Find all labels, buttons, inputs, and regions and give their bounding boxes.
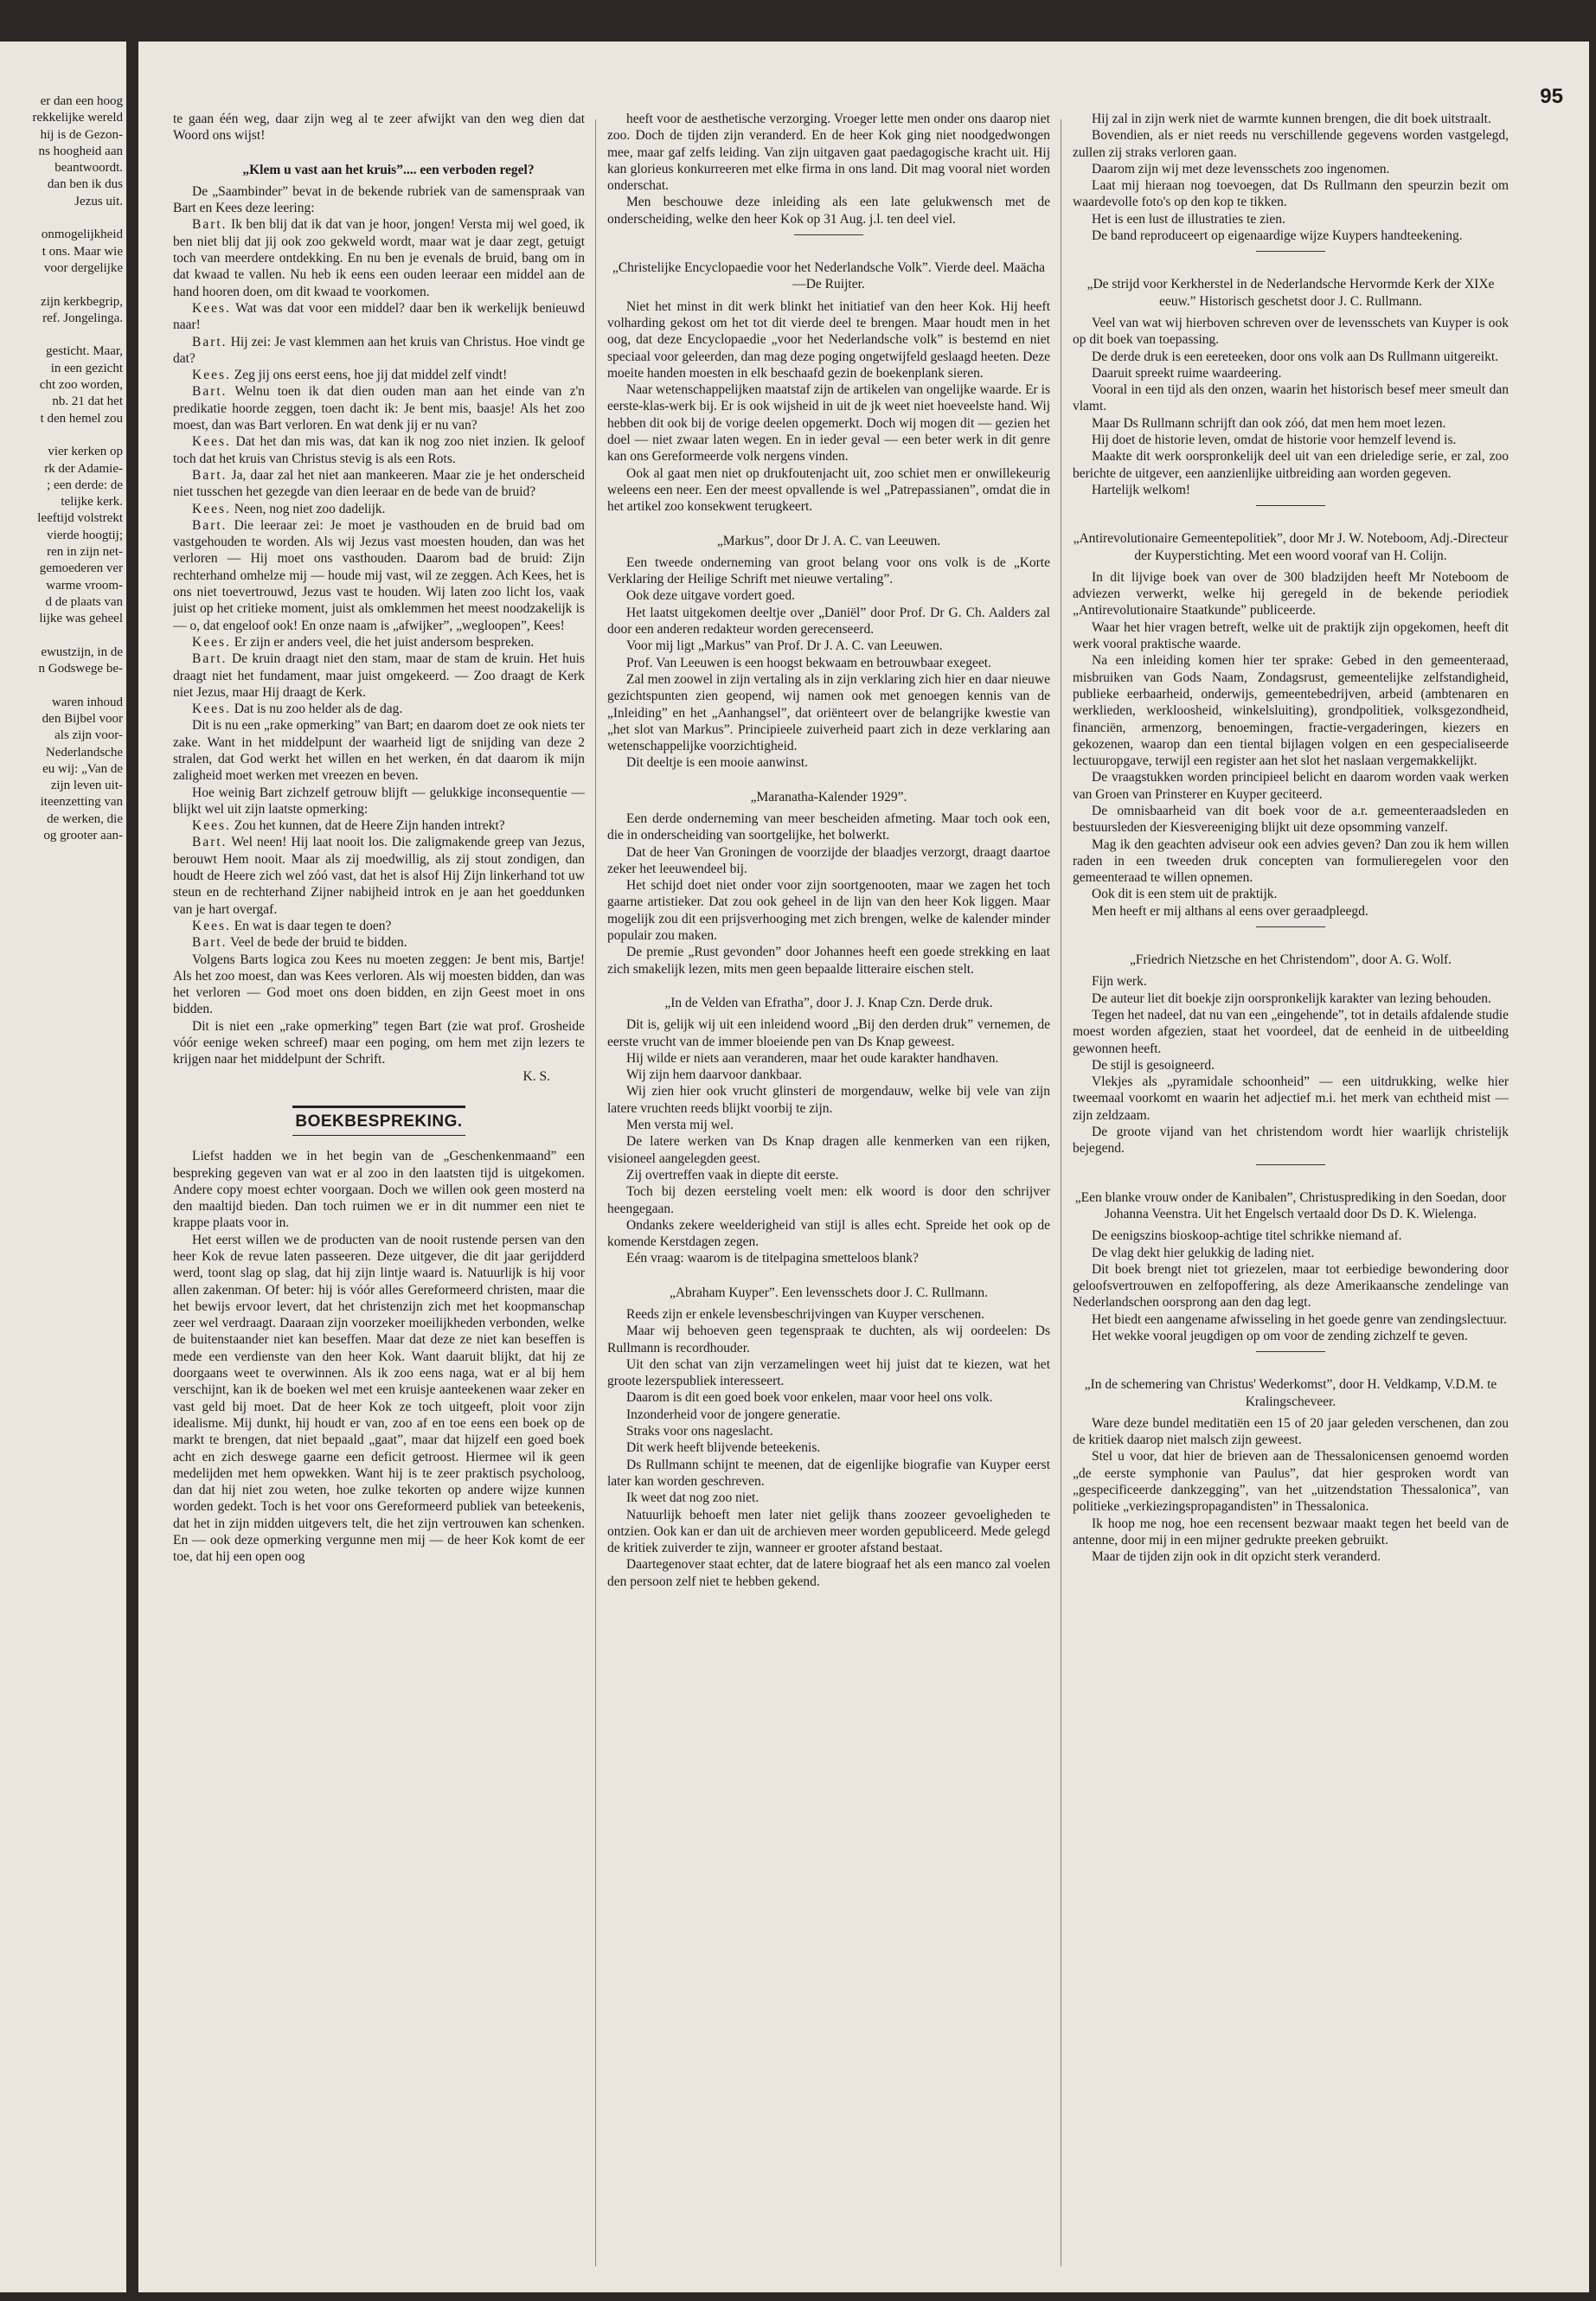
separator-rule (794, 234, 863, 235)
paragraph: Wij zijn hem daarvoor dankbaar. (626, 1067, 802, 1083)
paragraph: Straks voor ons nageslacht. (626, 1424, 773, 1439)
previous-page-line: warme vroom- (46, 578, 123, 593)
paragraph: Dit deeltje is een mooie aanwinst. (626, 755, 809, 771)
paragraph: De premie „Rust gevonden” door Johannes heeft een goede strekking en laat zich smakelijk lezen, mits men geen bepaalde litteraire eischen stelt. (607, 945, 1050, 977)
speaker-name: Bart. (192, 651, 228, 667)
paragraph: Prof. Van Leeuwen is een hoogst bekwaam en betrouwbaar exegeet. (626, 655, 991, 670)
paragraph: Men versta mij wel. (626, 1118, 734, 1133)
dialogue-line: Bart. Hij zei: Je vast klemmen aan het kruis van Christus. Hoe vindt ge dat? (173, 334, 585, 366)
previous-page-line: iteenzetting van (40, 795, 123, 810)
previous-page-line: og grooter aan- (43, 829, 123, 843)
paragraph: Mag ik den geachten adviseur ook een advies geven? Dan zou ik hem willen raden in een tweeden druk concepten van formulieregelen voor den gemeenteraad te willen opnemen. (1073, 836, 1509, 886)
previous-page-line: vierde hoogtij; (47, 528, 123, 542)
previous-page-line (0, 628, 123, 644)
paragraph: Het laatst uitgekomen deeltje over „Daniël” door Prof. Dr G. Ch. Aalders zal door een anderen redakteur worden gerecenseerd. (607, 605, 1050, 638)
paragraph: Men heeft er mij althans al eens over geraadpleegd. (1092, 903, 1368, 919)
previous-page-line: hij is de Gezon- (40, 127, 123, 142)
dialogue-line: Kees. Zou het kunnen, dat de Heere Zijn handen intrekt? (192, 818, 505, 834)
previous-page-line: rekkelijke wereld (32, 111, 123, 125)
review-title: „Friedrich Nietzsche en het Christendom”, door A. G. Wolf. (1129, 952, 1452, 968)
previous-page-line: waren inhoud (51, 695, 123, 709)
paragraph: Het eerst willen we de producten van de nooit rustende persen van den heer Kok de revue laten passeeren. Deze uitgever, die dit jaar gerijdderd werd, toont slag op slag, dat hij zijn lintje waard is. Natuurlijk is hij voor allen zakenman. Of beter: hij is vóór alles Gereformeerd christen, maar die het bewijs ervoor levert, dat het christenzijn zich met het koopmanschap zeer wel verdraagt. Daaraan zijn voorzeker moeilijkheden verbonden, welke de buitenstaander niet kan beseffen. Maar dat deze ze niet kan beseffen is mede een verdienste van den heer Kok. Want daaruit blijkt, dat hij ze doorgaans weet te overwinnen. Als ik zoo eens naga, wat er al bij hem verschijnt, kan ik de boeken wel met een kruisje aanteekenen waar zeker en vast geld bij moet. Dat de heer Kok ze toch uitgeeft, ploit voor zijn idealisme. Mij dunkt, hij houdt er van, zoo af en toe eens een boek op de markt te brengen, dat niet bepaald „gaat”, maar dat hijzelf een goed boek acht en zich deswege gaarne een deficit getroost. Hiermee wil ik geen medelijden met hem opwekken. Want hij is te zeer praktisch psycholoog, dan dat hij niet zou weten, hoe zulke tekorten op andere wijze kunnen worden gedekt. Toch is het voor ons Gereformeerd publiek van beteekenis, dat het in zijn midden uitgevers telt, die het zijn vertrouwen kan schenken. En — ook deze opmerking vergunne men mij — de heer Kok komt de eer toe, dat hij een open oog (173, 1232, 585, 1565)
paragraph: Hoe weinig Bart zichzelf getrouw blijft — gelukkige inconsequentie — blijkt wel uit zijn laatste opmerking: (173, 785, 585, 817)
previous-page-line: zijn leven uit- (50, 779, 123, 793)
speaker-name: Kees. (192, 368, 231, 383)
paragraph: Voor mij ligt „Markus” van Prof. Dr J. A. C. van Leeuwen. (626, 638, 943, 654)
previous-page-line: Nederlandsche (45, 745, 123, 760)
paragraph: Het schijd doet niet onder voor zijn soortgenooten, maar we zagen het toch gaarne artistieker. Dat zou ook geheel in de lijn van den heer Kok liggen. Maar mogelijk zou dit een prijsverhooging met zich brengen, welke de kalender minder populair zou maken. (607, 878, 1050, 944)
paragraph: De eenigszins bioskoop-achtige titel schrikke niemand af. (1092, 1228, 1402, 1244)
paragraph: heeft voor de aesthetische verzorging. Vroeger lette men onder ons daarop niet zoo. Doch de tijden zijn veranderd. En de heer Kok ging niet noodgedwongen mee, maar gaf zelfs leiding. Van zijn uitgaven gaat paedagogische kracht uit. Hij kan glorieus konkurreeren met elke firma in ons land. Dit mag vooral niet worden onderschat. (607, 112, 1050, 194)
paragraph: Liefst hadden we in het begin van de „Geschenkenmaand” een bespreking gegeven van wat er al zoo in den laatsten tijd is uitgekomen. Andere copy moest echter voorgaan. Doch we willen ook geen mosterd na den maaltijd bieden. Dan toch ruimen we er in dit nummer een niet te krappe plaats voor in. (173, 1149, 585, 1231)
dialogue-line: Kees. Zeg jij ons eerst eens, hoe jij dat middel zelf vindt! (192, 368, 508, 383)
paragraph: Inzonderheid voor de jongere generatie. (626, 1407, 841, 1422)
paragraph: Ook al gaat men niet op drukfoutenjacht uit, zoo schiet men er onwillekeurig weleens een neer. Een der meest opvallende is wel „Patrepassianen”, omdat die in het artikel zoo konsekwent terugkeert. (607, 465, 1050, 515)
paragraph: Vlekjes als „pyramidale schoonheid” — een uitdrukking, welke hier tweemaal voorkomt en waarin het adjectief m.i. het merk van echtheid mist — zijn zeldzaam. (1073, 1074, 1509, 1123)
paragraph: Ondanks zekere weelderigheid van stijl is alles echt. Spreide het ook op de komende Kerstdagen zegen. (607, 1217, 1050, 1250)
previous-page-line: als zijn voor- (54, 728, 123, 743)
newspaper-page (138, 42, 1589, 2292)
review-title: „Abraham Kuyper”. Een levensschets door J. C. Rullmann. (669, 1285, 989, 1300)
paragraph: Hartelijk welkom! (1092, 482, 1191, 497)
paragraph: Daaruit spreekt ruime waardeering. (1092, 365, 1282, 381)
paragraph: Dit werk heeft blijvende beteekenis. (626, 1440, 821, 1456)
paragraph: Men beschouwe deze inleiding als een late gelukwensch met de onderscheiding, welke den heer Kok op 31 Aug. j.l. ten deel viel. (607, 195, 1050, 227)
paragraph: Het is een lust de illustraties te zien. (1092, 211, 1285, 227)
previous-page-line: zijn kerkbegrip, (41, 294, 123, 309)
paragraph: Dit is nu een „rake opmerking” van Bart; en daarom doet ze ook niets ter zake. Want in het middelpunt der waarheid ligt de snijding van deze 2 stralen, dat God werkt het willen en het werken, én dat daarom ik mijn zaligheid moet werken met vreezen en beven. (173, 718, 585, 784)
previous-page-line: ns hoogheid aan (38, 144, 123, 158)
separator-rule (1256, 251, 1325, 252)
paragraph: Zal men zoowel in zijn vertaling als in zijn verklaring zich hier en daar nieuwe gezichtspunten zien geopend, wij namen ook met genoegen kennis van de „Inleiding” en het „Aanhangsel”, dat oriënteert over de belangrijke kwestie van „het slot van Markus”. Principieele zuiverheid paart zich in deze verklaring aan wetenschappelijke voorzichtigheid. (607, 671, 1050, 754)
page-number: 95 (1540, 85, 1563, 108)
review-title: „In de schemering van Christus' Wederkomst”, door H. Veldkamp, V.D.M. te Kralingscheveer. (1084, 1377, 1497, 1409)
previous-page-line: telijke kerk. (61, 495, 123, 510)
previous-page-line: rk der Adamie- (44, 461, 123, 476)
paragraph: Volgens Barts logica zou Kees nu moeten zeggen: Je bent mis, Bartje! Als het zoo moest, dan was Kees verloren. Als wij moesten bidden, dan was het verloren — God moet ons doen bidden, en zijn Geest moet in ons bidden. (173, 952, 585, 1017)
previous-page-line: gemoederen ver (39, 561, 123, 576)
speaker-name: Kees. (192, 501, 231, 516)
previous-page-line: t ons. Maar wie (42, 244, 123, 259)
speaker-name: Bart. (192, 384, 228, 400)
review-title: „Markus”, door Dr J. A. C. van Leeuwen. (716, 533, 941, 548)
dialogue-line: Bart. Wel neen! Hij laat nooit los. Die zaligmakende greep van Jezus, berouwt Hem nooit. Maar als zij moedwillig, als zij stout zondigen, dan houdt de Heere zich wel zóó vast, dat het is alsof Hij Zijn linkerhand tot uw steun en de rechterhand Zijner nabijheid introk en je aan het goeddunken van je hart overgaf. (173, 835, 585, 917)
paragraph: Het biedt een aangename afwisseling in het goede genre van zendingslectuur. (1092, 1311, 1507, 1327)
previous-page-line: in een gezicht (50, 361, 123, 375)
paragraph: Tegen het nadeel, dat nu van een „eingehende”, tot in details afdalende studie moest worden afgezien, staat het voordeel, dat de eenheid in de uitbeelding gewonnen heeft. (1073, 1007, 1509, 1056)
speaker-name: Kees. (192, 300, 231, 316)
previous-page-line: beantwoordt. (54, 161, 123, 176)
separator-rule (1256, 505, 1325, 506)
paragraph: De latere werken van Ds Knap dragen alle kenmerken van een rijken, visioneel aangelegden geest. (607, 1134, 1050, 1166)
review-title: „Maranatha-Kalender 1929”. (750, 789, 907, 804)
paragraph: Daartegenover staat echter, dat de latere biograaf het als een manco zal voelen den persoon zelf niet te hebben gekend. (607, 1557, 1050, 1589)
paragraph: Waar het hier vragen betreft, welke uit de praktijk zijn opgekomen, heeft dit werk vooral praktische waarde. (1073, 619, 1509, 652)
dialogue-line: Bart. Ja, daar zal het niet aan mankeeren. Maar zie je het onderscheid niet tusschen het gezegde van dien leeraar en de bede van de bruid? (173, 467, 585, 500)
paragraph: Een tweede onderneming van groot belang voor ons volk is de „Korte Verklaring der Heilige Schrift met nieuwe vertaling”. (607, 554, 1050, 587)
paragraph: Dit is niet een „rake opmerking” tegen Bart (zie wat prof. Grosheide vóór eenige weken schreef) maar een poging, om hem met zijn lezers te krijgen naar het middelpunt der Schrift. (173, 1018, 585, 1067)
paragraph: Ik hoop me nog, hoe een recensent bezwaar maakt tegen het beeld van de antenne, door mij in een mijner gedrukte preeken gebruikt. (1073, 1516, 1509, 1548)
paragraph: te gaan één weg, daar zijn weg al te zeer afwijkt van den weg dien dat Woord ons wijst! (173, 112, 585, 144)
previous-page-line: den Bijbel voor (42, 711, 123, 726)
paragraph: Dit boek brengt niet tot griezelen, maar tot eerbiedige bewondering door geloofsvertrouwen en zelfopoffering, als deze Amerikaansche zendelinge van Nederlandschen oorsprong aan den dag legt. (1073, 1261, 1509, 1311)
paragraph: De vlag dekt hier gelukkig de lading niet. (1092, 1245, 1315, 1260)
paragraph: Laat mij hieraan nog toevoegen, dat Ds Rullmann den speurzin bezit om waardevolle foto's op den kop te tikken. (1073, 178, 1509, 210)
previous-page-line: cht zoo worden, (39, 378, 123, 393)
paragraph: De auteur liet dit boekje zijn oorspronkelijk karakter van lezing behouden. (1092, 990, 1491, 1006)
paragraph: Ware deze bundel meditatiën een 15 of 20 jaar geleden verschenen, dan zou de kritiek daarop niet malsch zijn geweest. (1073, 1415, 1509, 1448)
dialogue-line: Bart. Die leeraar zei: Je moet je vasthouden en de bruid bad om vastgehouden te worden. Als wij Jezus vast moesten houden, dan was het verloren — Hij moet ons vasthouden. Daarom bad de bruid: Zijn rechterhand omhelze mij — houde mij vast, wil ze zeggen. Ach Kees, het is ons niet toevertrouwd, Jezus vast te houden. Wij laten zoo licht los, vaak juist op het critieke moment, juist als omklemmen het meest noodzakelijk is — o, dat engeloof ook! En onze naam is „afwijker”, „wegloopen”, Kees! (173, 517, 585, 633)
article-heading: „Klem u vast aan het kruis”.... een verboden regel? (242, 162, 535, 177)
speaker-name: Bart. (192, 334, 228, 349)
article-lead: De „Saambinder” bevat in de bekende rubriek van de samenspraak van Bart en Kees deze leering: (173, 183, 585, 216)
previous-page-line (0, 677, 123, 694)
paragraph: De band reproduceert op eigenaardige wijze Kuypers handteekening. (1092, 228, 1463, 244)
paragraph: De vraagstukken worden principieel belicht en daarom worden vaak werken van Groen van Prinsterer en Kuyper geciteerd. (1073, 770, 1509, 802)
paragraph: De derde druk is een eereteeken, door ons volk aan Ds Rullmann uitgereikt. (1092, 349, 1499, 364)
previous-page-line: leeftijd volstrekt (37, 511, 123, 526)
previous-page-edge (0, 42, 126, 2292)
paragraph: Niet het minst in dit werk blinkt het initiatief van den heer Kok. Hij heeft volharding gekost om het tot dit vierde deel te brengen. Maar houdt men in het oog, dat deze Encyclopaedie „voor het Nederlandsche volk” is bestemd en niet speciaal voor geleerden, dan mag deze poging ongetwijfeld geslaagd heeten. Deze moeite handen moesten in elk beschaafd gezin de boekenplank sieren. (607, 298, 1050, 381)
dialogue-line: Kees. Er zijn er anders veel, die het juist andersom bespreken. (192, 634, 535, 650)
paragraph: Vooral in een tijd als den onzen, waarin het historisch besef meer smeult dan vlamt. (1073, 382, 1509, 414)
paragraph: Reeds zijn er enkele levensbeschrijvingen van Kuyper verschenen. (626, 1307, 985, 1322)
paragraph: Wij zien hier ook vrucht glinsteri de morgendauw, welke bij vele van zijn latere vruchten reeds blijkt voorbij te zijn. (607, 1084, 1050, 1116)
previous-page-line (0, 277, 123, 293)
speaker-name: Bart. (192, 517, 228, 533)
paragraph: De groote vijand van het christendom wordt hier waarlijk christelijk bejegend. (1073, 1125, 1509, 1157)
paragraph: Fijn werk. (1092, 974, 1147, 990)
column-1 (173, 111, 585, 2275)
dialogue-line: Bart. Welnu toen ik dat dien ouden man aan het einde van z'n predikatie hoorde zeggen, toen dacht ik: Je bent mis, baasje! Als het zoo moest, dan was Bart verloren. En wat denk jij er nu van? (173, 384, 585, 433)
previous-page-line: onmogelijkheid (41, 228, 123, 242)
dialogue-line: Bart. De kruin draagt niet den stam, maar de stam de kruin. Het huis draagt niet het fundament, maar juist omgekeerd. — Zoo draagt de Kerk niet Jezus, maar Hij draagt de Kerk. (173, 651, 585, 700)
review-title: „In de Velden van Efratha”, door J. J. Knap Czn. Derde druk. (664, 995, 993, 1010)
speaker-name: Kees. (192, 918, 231, 933)
paragraph: Naar wetenschappelijken maatstaf zijn de artikelen van ongelijke waarde. Er is eerste-klas-werk bij. Er is ook wijsheid in uit de jk weet niet hoeveelste hand. Wij hebben dit ook bij de vorige deelen opgemerkt. Doch wij mogen dit — gezien het doel — niet zwaar laten wegen. En in ieder geval — een beter werk in dit genre kan ons Gereformeerde volk nergens vinden. (607, 382, 1050, 465)
speaker-name: Bart. (192, 935, 228, 951)
paragraph: Hij doet de historie leven, omdat de historie voor hemzelf levend is. (1092, 433, 1457, 448)
dialogue-line: Kees. Dat het dan mis was, dat kan ik nog zoo niet inzien. Ik geloof toch dat het kruis van Christus stevig is als een Rots. (173, 434, 585, 466)
dialogue-line: Kees. Dat is nu zoo helder als de dag. (192, 702, 403, 717)
paragraph: Na een inleiding komen hier ter sprake: Gebed in den gemeenteraad, misbruiken van Gods Naam, Zondagsrust, gemeentelijke zelfstandigheid, publieke eerbaarheid, onderwijs, gemeentebedrijven, arbeid (ambtenaren en werklieden, werkloosheid, winkelsluiting), grondpolitiek, volksgezondheid, financiën, armenzorg, benoemingen, fractie-vergaderingen, kiezers en gekozenen, waarop dan een tiental bijlagen volgen en een gespecialiseerde lectuuropgave, terwijl een register aan het slot het naslaan vergemakkelijkt. (1073, 653, 1509, 769)
paragraph: Ook deze uitgave vordert goed. (626, 588, 795, 604)
paragraph: Maar Ds Rullmann schrijft dan ook zóó, dat men hem moet lezen. (1092, 415, 1446, 431)
previous-page-line (0, 210, 123, 227)
paragraph: Daarom zijn wij met deze levensschets zoo ingenomen. (1092, 161, 1390, 176)
previous-page-line: t den hemel zou (40, 411, 123, 426)
paragraph: Hij wilde er niets aan veranderen, maar het oude karakter handhaven. (626, 1050, 999, 1066)
paragraph: Uit den schat van zijn verzamelingen weet hij juist dat te kiezen, wat het groote lezerspubliek interesseert. (607, 1356, 1050, 1389)
paragraph: Hij zal in zijn werk niet de warmte kunnen brengen, die dit boek uitstraalt. (1092, 112, 1491, 126)
previous-page-line: voor dergelijke (44, 260, 123, 275)
paragraph: Ds Rullmann schijnt te meenen, dat de eigenlijke biografie van Kuyper eerst later kan worden geschreven. (607, 1457, 1050, 1489)
speaker-name: Bart. (192, 835, 228, 850)
previous-page-line: ref. Jongelinga. (42, 311, 123, 325)
review-title: „Een blanke vrouw onder de Kanibalen”, Christusprediking in den Soedan, door Johanna Veenstra. Uit het Engelsch vertaald door Ds D. K. Wielenga. (1074, 1189, 1507, 1221)
paragraph: De stijl is gesoigneerd. (1092, 1057, 1215, 1073)
separator-rule (1256, 1351, 1325, 1352)
separator-rule (1256, 926, 1325, 927)
previous-page-column (0, 93, 123, 844)
previous-page-line: Jezus uit. (74, 194, 123, 208)
previous-page-line (0, 427, 123, 444)
previous-page-line: er dan een hoog (40, 94, 123, 108)
paragraph: Maar de tijden zijn ook in dit opzicht sterk veranderd. (1092, 1549, 1381, 1565)
previous-page-line: nb. 21 dat het (52, 394, 123, 409)
paragraph: Ook dit is een stem uit de praktijk. (1092, 887, 1278, 902)
paragraph: Een derde onderneming van meer bescheiden afmeting. Maar toch ook een, die in onderscheiding van soortgelijke, het bolwerkt. (607, 811, 1050, 843)
previous-page-line: de werken, die (47, 811, 123, 826)
paragraph: Maar wij behoeven geen tegenspraak te duchten, als wij oordeelen: Ds Rullmann is recordhouder. (607, 1324, 1050, 1356)
paragraph: Maakte dit werk oorspronkelijk deel uit van een drieledige serie, er zal, zoo berichte de uitgever, een aanzienlijke uitbreiding aan worden gegeven. (1073, 449, 1509, 481)
paragraph: De omnisbaarheid van dit boek voor de a.r. gemeenteraadsleden en bestuursleden der Kiesvereeniging blijkt uit deze opsomming vanzelf. (1073, 803, 1509, 836)
article-signature: K. S. (522, 1068, 550, 1084)
speaker-name: Bart. (192, 217, 228, 233)
dialogue-line: Kees. En wat is daar tegen te doen? (192, 918, 392, 933)
speaker-name: Bart. (192, 467, 228, 483)
previous-page-line: eu wij: „Van de (42, 761, 123, 776)
paragraph: Zij overtreffen vaak in diepte dit eerste. (626, 1167, 839, 1183)
speaker-name: Kees. (192, 702, 231, 717)
previous-page-line: lijke was geheel (39, 612, 123, 626)
paragraph: Toch bij dezen eersteling voelt men: elk woord is door den schrijver heengegaan. (607, 1184, 1050, 1216)
separator-rule (1256, 1164, 1325, 1165)
review-title: „De strijd voor Kerkherstel in de Nederlandsche Hervormde Kerk der XIXe eeuw.” Historisch geschetst door J. C. Rullmann. (1086, 277, 1495, 309)
review-title: „Christelijke Encyclopaedie voor het Nederlandsche Volk”. Vierde deel. Maächa—De Ruijter. (612, 260, 1046, 292)
paragraph: Daarom is dit een goed boek voor enkelen, maar voor heel ons volk. (626, 1390, 993, 1406)
dialogue-line: Kees. Neen, nog niet zoo dadelijk. (192, 501, 386, 516)
previous-page-line: dan ben ik dus (47, 177, 123, 192)
previous-page-line: d de plaats van (45, 594, 123, 609)
paragraph: Bovendien, als er niet reeds nu verschillende gegevens worden vastgelegd, zullen zij straks verloren gaan. (1073, 128, 1509, 160)
dialogue-line: Bart. Ik ben blij dat ik dat van je hoor, jongen! Versta mij wel goed, ik ben niet blij dat jij ook zoo gekweld wordt, maar wat je daar zegt, getuigt toch van meerdere ontdekking. En nu ben je evenals de bruid, bang om in dat kwaad te vallen. Nu heb ik eens een ouden leeraar een middel aan de hand hooren doen, om dit kwaad te voorkomen. (173, 217, 585, 299)
paragraph: Veel van wat wij hierboven schreven over de levensschets van Kuyper is ook op dit boek van toepassing. (1073, 315, 1509, 348)
previous-page-line: n Godswege be- (38, 662, 123, 676)
previous-page-line: ewustzijn, in de (41, 644, 123, 659)
previous-page-line: gesticht. Maar, (46, 344, 123, 359)
speaker-name: Kees. (192, 634, 231, 650)
paragraph: Dat de heer Van Groningen de voorzijde der blaadjes verzorgt, draagt daartoe zeker het leeuwendeel bij. (607, 844, 1050, 876)
column-2 (607, 111, 1050, 2275)
speaker-name: Kees. (192, 434, 231, 450)
column-3 (1073, 111, 1509, 2275)
dialogue-line: Kees. Wat was dat voor een middel? daar ben ik werkelijk benieuwd naar! (173, 300, 585, 333)
paragraph: Het wekke vooral jeugdigen op om voor de zending zichzelf te geven. (1092, 1329, 1468, 1343)
paragraph: Ik weet dat nog zoo niet. (626, 1490, 760, 1506)
previous-page-line: vier kerken op (48, 445, 123, 459)
column-divider (595, 119, 596, 2266)
paragraph: Eén vraag: waarom is de titelpagina smetteloos blank? (626, 1251, 919, 1266)
review-title: „Antirevolutionaire Gemeentepolitiek”, door Mr J. W. Noteboom, Adj.-Directeur der Kuyperstichting. Met een woord vooraf van H. Colijn. (1073, 531, 1509, 563)
section-title: BOEKBESPREKING. (292, 1106, 465, 1136)
previous-page-line (0, 327, 123, 343)
paragraph: Dit is, gelijk wij uit een inleidend woord „Bij den derden druk” vernemen, de eerste vrucht van de immer bloeiende pen van Ds Knap geweest. (607, 1017, 1050, 1049)
paragraph: Stel u voor, dat hier de brieven aan de Thessalonicensen genoemd worden „de eerste symphonie van Paulus”, dat hier gesproken wordt van „gespecificeerde dankzegging”, van het „uitzendstation Thessalonica”, van politieke „verkiezingspropagandisten” in Thessalonica. (1073, 1449, 1509, 1515)
speaker-name: Kees. (192, 818, 231, 834)
paragraph: Natuurlijk behoeft men later niet gelijk thans zoozeer gevoeligheden te ontzien. Ook kan er dan uit de archieven meer worden gepubliceerd. Mede gelegd de kritiek zuiverder te zijn, wanneer er grooter afstand bestaat. (607, 1507, 1050, 1556)
paragraph: In dit lijvige boek van over de 300 bladzijden heeft Mr Noteboom de adviezen verwerkt, welke hij geregeld in de bekende periodiek „Antirevolutionaire Staatkunde” publiceerde. (1073, 569, 1509, 619)
previous-page-line: ; een derde: de (47, 478, 123, 492)
dialogue-line: Bart. Veel de bede der bruid te bidden. (192, 935, 407, 951)
previous-page-line: ren in zijn net- (47, 545, 123, 560)
